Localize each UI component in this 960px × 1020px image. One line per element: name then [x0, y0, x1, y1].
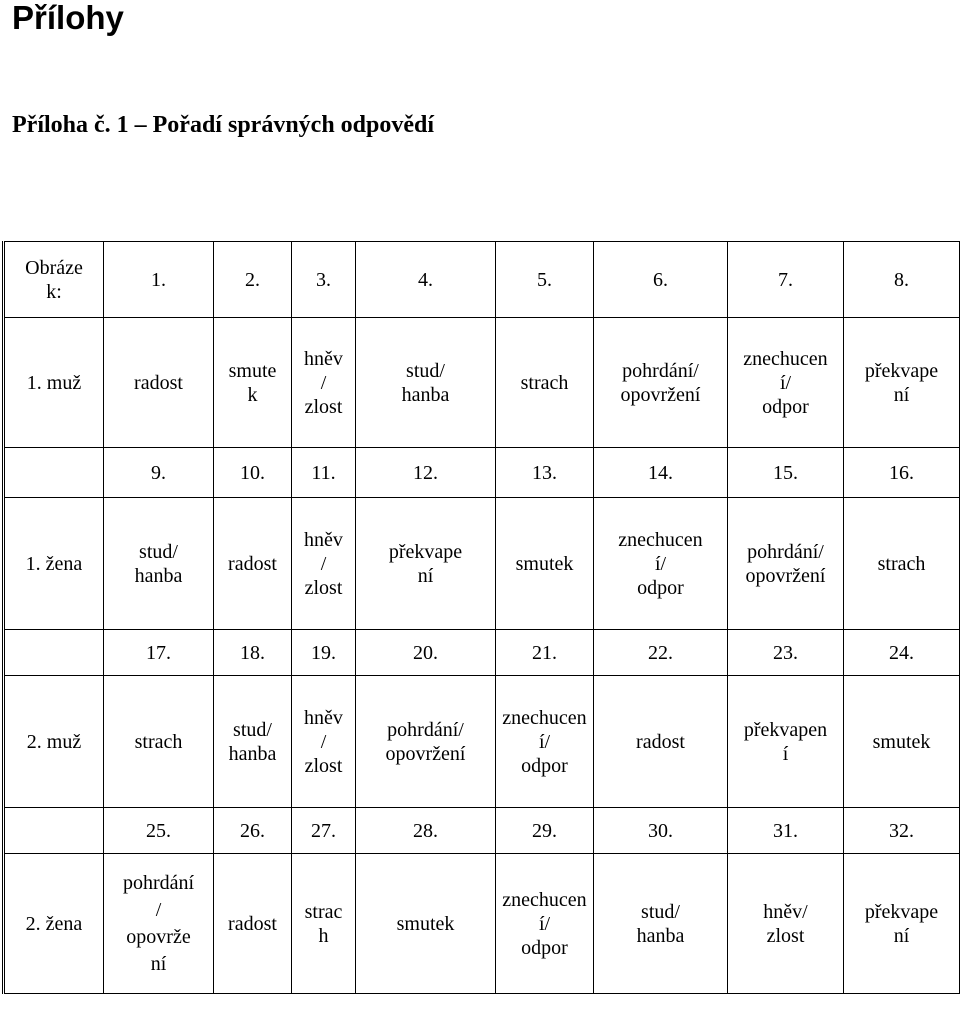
number-cell: 28.	[356, 808, 496, 854]
answer-cell: hněv/ zlost	[728, 854, 844, 994]
answer-cell: strach	[844, 498, 960, 630]
image-label-cell: Obráze k:	[4, 242, 104, 318]
answer-cell: znechucen í/ odpor	[496, 676, 594, 808]
answer-cell: překvape ní	[356, 498, 496, 630]
answer-cell: znechucen í/ odpor	[728, 318, 844, 448]
number-cell: 24.	[844, 630, 960, 676]
number-cell: 8.	[844, 242, 960, 318]
answer-cell: stud/ hanba	[356, 318, 496, 448]
number-cell: 9.	[104, 448, 214, 498]
answer-cell: překvape ní	[844, 318, 960, 448]
empty-cell	[4, 808, 104, 854]
answer-cell: hněv / zlost	[292, 676, 356, 808]
number-cell: 31.	[728, 808, 844, 854]
row-label: 2. žena	[4, 854, 104, 994]
number-cell: 15.	[728, 448, 844, 498]
number-cell: 10.	[214, 448, 292, 498]
number-cell: 17.	[104, 630, 214, 676]
number-cell: 23.	[728, 630, 844, 676]
answer-cell: hněv / zlost	[292, 318, 356, 448]
table-row-answers	[4, 854, 960, 994]
answer-cell: strach	[104, 676, 214, 808]
table-row-numbers	[4, 448, 960, 498]
answers-table	[2, 241, 960, 994]
number-cell: 29.	[496, 808, 594, 854]
answer-cell: pohrdání/ opovržení	[728, 498, 844, 630]
answer-cell: smutek	[844, 676, 960, 808]
table-row-numbers	[4, 242, 960, 318]
number-cell: 21.	[496, 630, 594, 676]
answer-cell: radost	[104, 318, 214, 448]
answer-cell: strac h	[292, 854, 356, 994]
number-cell: 22.	[594, 630, 728, 676]
answer-cell: znechucen í/ odpor	[594, 498, 728, 630]
number-cell: 4.	[356, 242, 496, 318]
number-cell: 6.	[594, 242, 728, 318]
number-cell: 20.	[356, 630, 496, 676]
answer-cell: strach	[496, 318, 594, 448]
number-cell: 18.	[214, 630, 292, 676]
answer-cell: radost	[214, 498, 292, 630]
number-cell: 32.	[844, 808, 960, 854]
number-cell: 27.	[292, 808, 356, 854]
answer-cell: znechucen í/ odpor	[496, 854, 594, 994]
answer-cell: smutek	[496, 498, 594, 630]
answer-cell: stud/ hanba	[104, 498, 214, 630]
number-cell: 26.	[214, 808, 292, 854]
table-row-answers	[4, 498, 960, 630]
number-cell: 25.	[104, 808, 214, 854]
answer-cell: radost	[214, 854, 292, 994]
number-cell: 14.	[594, 448, 728, 498]
table-row-answers	[4, 318, 960, 448]
number-cell: 30.	[594, 808, 728, 854]
answer-cell: radost	[594, 676, 728, 808]
page-title: Přílohy	[12, 0, 124, 36]
row-label: 1. muž	[4, 318, 104, 448]
answer-cell: stud/ hanba	[214, 676, 292, 808]
empty-cell	[4, 448, 104, 498]
table-row-numbers	[4, 808, 960, 854]
answer-cell: překvapen í	[728, 676, 844, 808]
number-cell: 16.	[844, 448, 960, 498]
answer-cell: překvape ní	[844, 854, 960, 994]
row-label: 1. žena	[4, 498, 104, 630]
number-cell: 1.	[104, 242, 214, 318]
row-label: 2. muž	[4, 676, 104, 808]
answer-cell: smute k	[214, 318, 292, 448]
number-cell: 3.	[292, 242, 356, 318]
table-row-numbers	[4, 630, 960, 676]
number-cell: 11.	[292, 448, 356, 498]
empty-cell	[4, 630, 104, 676]
answer-cell: pohrdání / opovrže ní	[104, 854, 214, 994]
table-row-answers	[4, 676, 960, 808]
number-cell: 12.	[356, 448, 496, 498]
number-cell: 7.	[728, 242, 844, 318]
number-cell: 5.	[496, 242, 594, 318]
answer-cell: stud/ hanba	[594, 854, 728, 994]
appendix-subtitle: Příloha č. 1 – Pořadí správných odpovědí	[12, 112, 435, 138]
answer-cell: pohrdání/ opovržení	[594, 318, 728, 448]
number-cell: 19.	[292, 630, 356, 676]
answer-cell: hněv / zlost	[292, 498, 356, 630]
number-cell: 2.	[214, 242, 292, 318]
answer-cell: smutek	[356, 854, 496, 994]
number-cell: 13.	[496, 448, 594, 498]
answer-cell: pohrdání/ opovržení	[356, 676, 496, 808]
